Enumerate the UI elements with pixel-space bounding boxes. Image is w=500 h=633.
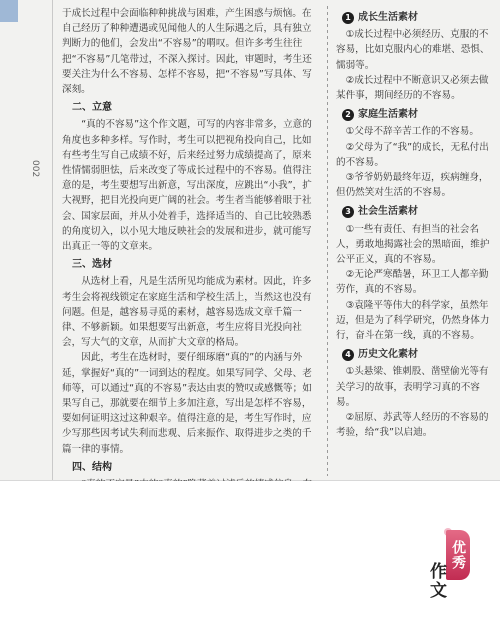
material-item: ①一些有责任、有担当的社会名人，勇敢地揭露社会的黑暗面，维护公平正义，真的不容易。 [336, 223, 490, 266]
material-section [336, 204, 490, 343]
page-margin-line [52, 0, 53, 480]
material-section-title: 成长生活素材 [358, 12, 418, 23]
material-section-head [342, 347, 490, 362]
material-section-head [342, 204, 490, 219]
section-paragraph: 因此，考生在选材时，要仔细琢磨“真的”的内涵与外延，掌握好“真的”一词到达的程度。如果写同学、父母、老师等，可以通过“真的不容易”表达由衷的赞叹或感慨等；如果写自己，那就要在细节上多加注意，写出是怎样不容易，要如何证明这过这种艰辛。值得注意的是，考生写作时，应少写那些因考试失利而悲观、后来振作、取得进步之类的千篇一律的事情。 [62, 352, 312, 455]
material-section [336, 107, 490, 200]
section-title-jiegou: 四、结构 [72, 461, 112, 473]
column-divider [327, 6, 328, 476]
material-item: ②无论严寒酷暑，环卫工人都辛勤劳作，真的不容易。 [336, 269, 489, 296]
material-item: ②屈原、苏武等人经历的不容易的考验，给“我”以启迪。 [336, 412, 489, 439]
material-section-head [342, 107, 490, 122]
material-item: ③爷爷奶奶最终年迈，疾病缠身，但仍然笑对生活的不容易。 [336, 172, 489, 199]
material-section [336, 347, 490, 440]
material-item: ②成长过程中不断意识又必须去做某件事，期间经历的不容易。 [336, 74, 489, 102]
section-paragraph: 从选材上看，凡是生活所见均能成为素材。因此，许多考生会将视线锁定在家庭生活和学校生活上，当然这也没有问题。但是，越容易寻觅的素材，越容易选成文章千篇一律、不够新颖。如果想要写出新意，考生应将目光投向社会，写大气的文章，从而扩大文章的格局。 [62, 276, 312, 349]
material-item: ③袁隆平等伟大的科学家，虽然年迈，但是为了科学研究，仍然身体力行，奋斗在第一线，真的不容易。 [336, 299, 490, 342]
material-item: ②父母为了“我”的成长，无私付出的不容易。 [336, 141, 489, 168]
material-sidebar [336, 6, 490, 440]
number-badge-icon: 2 [342, 109, 354, 121]
section-paragraph: “真的不容易”这个作文题，可写的内容非常多，立意的角度也多种多样。写作时，考生可以把视角投向自己，比如有些考生写自己成绩不好，后来经过努力成绩提高了，原来性情懦弱胆怯，后来改变了等成长过程中的不容易。值得注意的是，考生要想写出新意，写出深度，应跳出“小我”，扩大视野，把目光投向更广阔的社会。考生者当能够着眼于社会、国家层面，并从小处着手，选择适当的、自己比较熟悉的角度切入，以小见大地反映社会的发展和进步，就可能写出真正一等的文章来。 [62, 119, 312, 253]
material-section-title: 家庭生活素材 [358, 109, 418, 121]
number-badge-icon: 3 [342, 206, 354, 218]
section-title-lizhi: 二、立意 [72, 102, 112, 114]
material-item: ①父母不辞辛苦工作的不容易。 [345, 126, 479, 138]
brand-black-label: 作文 [426, 562, 446, 600]
section-title-xuancai: 三、选材 [72, 259, 112, 271]
material-section-title: 历史文化素材 [358, 349, 418, 361]
material-item: ①头悬梁、锥刺股、凿壁偷光等有关学习的故事，表明学习真的不容易。 [336, 366, 489, 408]
material-section-title: 社会生活素材 [358, 206, 418, 218]
material-section [336, 10, 490, 103]
intro-paragraph: 于成长过程中会面临种种挑战与困难，产生困惑与烦恼。在自己经历了种种遭遇或见闻他人的人生际遇之后，具有独立判断力的他们，会发出“不容易”的喟叹。但许多考生往往把“不容易”几笔带过，不深入探讨。因此，审题时，考生还要关注为什么不容易、怎样不容易，把“不容易”写具体、写深刻。 [62, 8, 312, 96]
main-column [62, 6, 320, 553]
page-number: 002 [30, 160, 40, 178]
brand-red-label: 优秀 [446, 530, 470, 580]
number-badge-icon: 4 [342, 349, 354, 361]
number-badge-icon: 1 [342, 12, 354, 24]
material-item: ①成长过程中必须经历、克服的不容易，比如克服内心的难堪、恐惧、懦弱等。 [336, 29, 490, 71]
blank-lower-area [0, 481, 500, 633]
material-section-head [342, 10, 490, 25]
page-edge-tab [0, 0, 18, 22]
